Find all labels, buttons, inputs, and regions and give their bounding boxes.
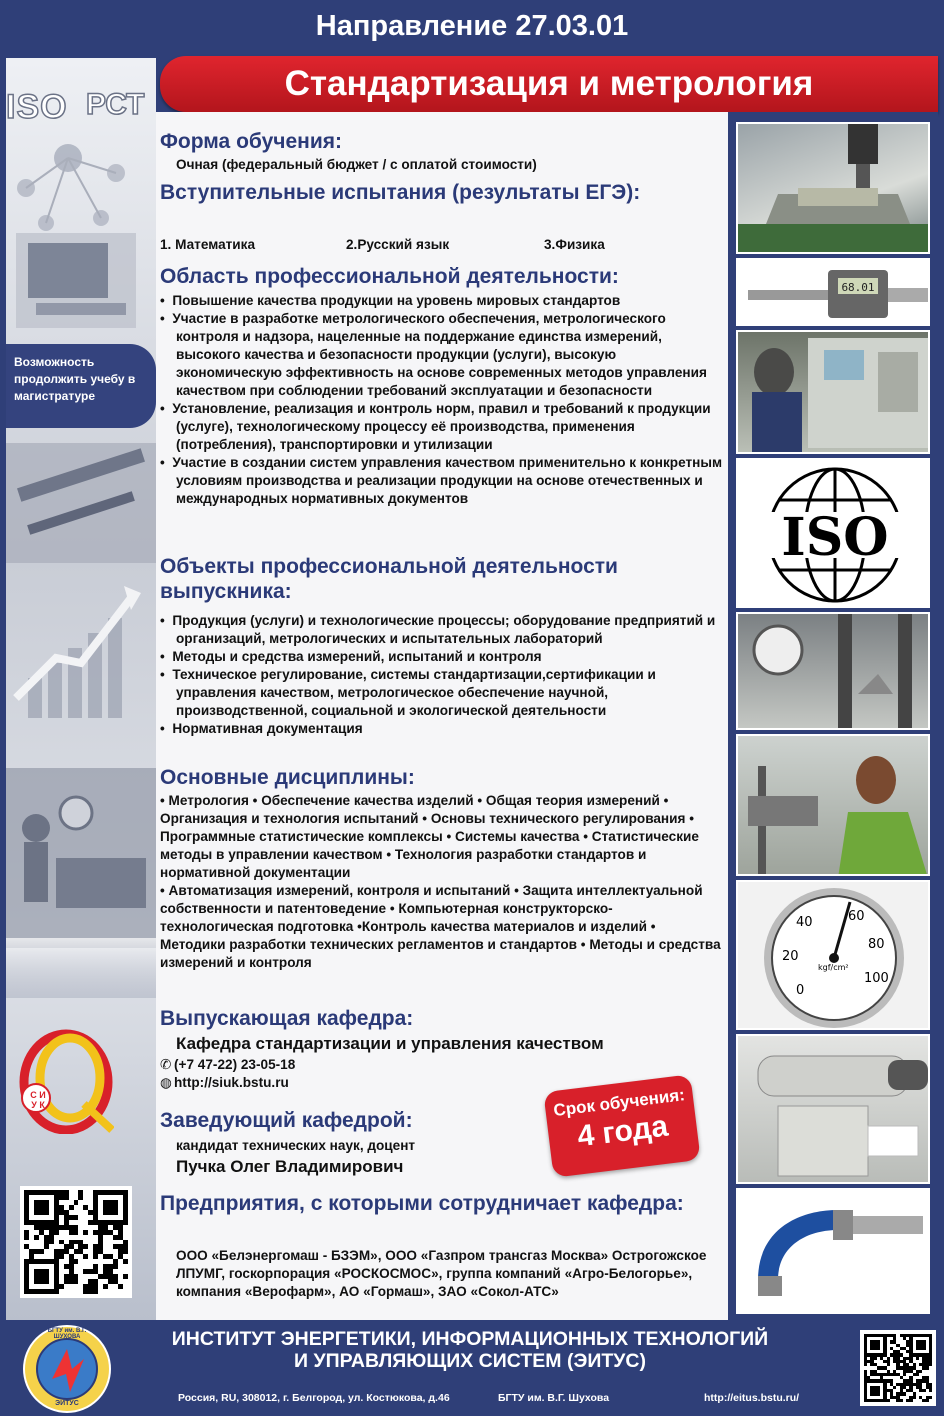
disciplines-paragraph: • Метрология • Обеспечение качества изделий • Общая теория измерений • Организация и технология испытаний • Основы технического регулирования • Программные статистические комплексы • Системы качества • Статистические методы в управлении качеством • Технология разработки стандартов и нормативной документации	[160, 793, 699, 880]
institute-line-2: И УПРАВЛЯЮЩИХ СИСТЕМ (ЭИТУС)	[294, 1350, 646, 1372]
department-phone-row	[160, 1056, 724, 1074]
institute-logo-top: БГТУ им. В.Г. ШУХОВА	[47, 1328, 87, 1340]
department-heading: Выпускающая кафедра:	[160, 1007, 414, 1030]
svg-text:60: 60	[848, 909, 865, 924]
footer	[0, 1320, 944, 1416]
head-name: Пучка Олег Владимирович	[176, 1157, 404, 1176]
area-heading: Область профессиональной деятельности:	[160, 265, 619, 288]
duration-label: Срок обучения:	[552, 1085, 686, 1121]
form-heading: Форма обучения:	[160, 130, 342, 153]
photo-lab-technician	[736, 734, 930, 876]
objects-item: • Техническое регулирование, системы стандартизации,сертификации и управления качеством, метрологическое обеспечение научной, производственной, социальной и экологической деятельности	[160, 667, 656, 718]
growth-chart-icon	[16, 586, 141, 718]
photo-iso-logo	[736, 458, 930, 608]
photo-testing-machine	[736, 612, 930, 730]
left-column	[6, 58, 156, 1320]
direction-title: Направление 27.03.01	[315, 9, 629, 42]
disciplines-paragraph: • Автоматизация измерений, контроля и испытаний • Защита интеллектуальной собственности и патентоведение • Компьютерная конструкторско-технологическая подготовка •Контроль качества материалов и изделий • Методики разработки технических регламентов и стандартов • Методы и средства измерений и контроля	[160, 883, 721, 970]
photo-micrometer	[736, 258, 930, 326]
institute-logo-bottom: ЭИТУС	[55, 1400, 79, 1407]
exam-item: 2.Русский язык	[346, 237, 450, 252]
exams-list	[160, 236, 724, 254]
head-degree: кандидат технических наук, доцент	[176, 1138, 416, 1153]
university-name: БГТУ им. В.Г. Шухова	[498, 1392, 610, 1404]
photo-pressure-gauge	[736, 880, 930, 1030]
siuk-logo	[14, 1026, 114, 1134]
area-item: • Участие в разработке метрологического обеспечения, метрологического контроля и надзора, нацеленные на поддержание единства измерений, высокого качества и безопасности продукции (услуги), высокую экономическую эффективность на основе современных методов управления качеством при соблюдении требований эксплуатации и безопасности	[160, 311, 707, 398]
partners-heading: Предприятия, с которыми сотрудничает кафедра:	[160, 1192, 684, 1215]
program-title: Стандартизация и метрология	[160, 56, 938, 112]
disciplines-heading: Основные дисциплины:	[160, 766, 415, 789]
exams-heading: Вступительные испытания (результаты ЕГЭ):	[160, 181, 641, 204]
form-text: Очная (федеральный бюджет / с оплатой стоимости)	[176, 157, 537, 172]
objects-list	[160, 612, 724, 738]
photo-optical-instrument	[736, 1034, 930, 1184]
micrometer-readout: 68.01	[841, 281, 875, 294]
siuk-letters: С И У К	[30, 1090, 46, 1110]
objects-heading: Объекты профессиональной деятельности выпускника:	[160, 555, 618, 603]
photo-control-room	[736, 330, 930, 454]
globe-icon: ◍	[160, 1075, 172, 1090]
department-phone: (+7 47-22) 23-05-18	[174, 1057, 296, 1072]
exam-item: 1. Математика	[160, 237, 256, 252]
area-list	[160, 292, 724, 508]
area-item: • Установление, реализация и контроль норм, правил и требований к продукции (услуге), технологическому процессу её производства, применения (потребления), транспортировки и утилизации	[160, 401, 711, 452]
iso-logo: ISO	[6, 88, 68, 126]
qr-code-footer[interactable]	[860, 1330, 936, 1406]
disciplines-list	[160, 792, 724, 972]
svg-text:80: 80	[868, 937, 885, 952]
exam-item: 3.Физика	[544, 237, 605, 252]
network-icon	[17, 144, 125, 231]
duration-value: 4 года	[575, 1109, 670, 1154]
area-item: • Участие в создании систем управления качеством применительно к конкретным условиям производства и реализации продукции на основе отечественных и международных нормативных документов	[160, 455, 723, 506]
area-item: • Повышение качества продукции на уровень мировых стандартов	[160, 293, 621, 308]
objects-item: • Методы и средства измерений, испытаний и контроля	[160, 649, 542, 664]
phone-icon: ✆	[160, 1057, 172, 1072]
svg-text:kgf/cm²: kgf/cm²	[818, 963, 849, 972]
magistracy-note: Возможность продолжить учебу в магистратуре	[6, 344, 156, 428]
qr-code-left[interactable]	[20, 1186, 132, 1298]
iso-globe-icon	[738, 460, 930, 608]
rst-logo: РСТ	[86, 88, 145, 121]
institute-site[interactable]: http://eitus.bstu.ru/	[704, 1392, 800, 1404]
svg-text:100: 100	[864, 971, 889, 986]
svg-text:ISO: ISO	[781, 507, 889, 568]
duration-badge	[543, 1074, 700, 1177]
department-url[interactable]: http://siuk.bstu.ru	[174, 1075, 289, 1090]
partners-text: ООО «Белэнергомаш - БЗЭМ», ООО «Газпром трансгаз Москва» Острогожское ЛПУМГ, госкорпорация «РОСКОСМОС», группа компаний «Агро-Белогорье», компания «Верофарм», АО «Гормаш», ЗАО «Сокол-АТС»	[176, 1248, 707, 1299]
address: Россия, RU, 308012, г. Белгород, ул. Костюкова, д.46	[178, 1392, 450, 1404]
gauge-icon	[738, 882, 930, 1030]
photo-micrometer-blue	[736, 1188, 930, 1314]
objects-item: • Продукция (услуги) и технологические процессы; оборудование предприятий и организаций, метрологических и испытательных лабораторий	[160, 613, 716, 646]
head-heading: Заведующий кафедрой:	[160, 1109, 413, 1132]
objects-item: • Нормативная документация	[160, 721, 363, 736]
institute-line-1: ИНСТИТУТ ЭНЕРГЕТИКИ, ИНФОРМАЦИОННЫХ ТЕХНОЛОГИЙ	[171, 1328, 769, 1350]
photo-cmm-machine	[736, 122, 930, 254]
svg-text:0: 0	[796, 983, 805, 998]
photo-column	[728, 112, 938, 1320]
svg-text:20: 20	[782, 949, 799, 964]
institute-name	[150, 1328, 790, 1372]
department-name: Кафедра стандартизации и управления качеством	[176, 1034, 604, 1053]
svg-text:40: 40	[796, 915, 813, 930]
